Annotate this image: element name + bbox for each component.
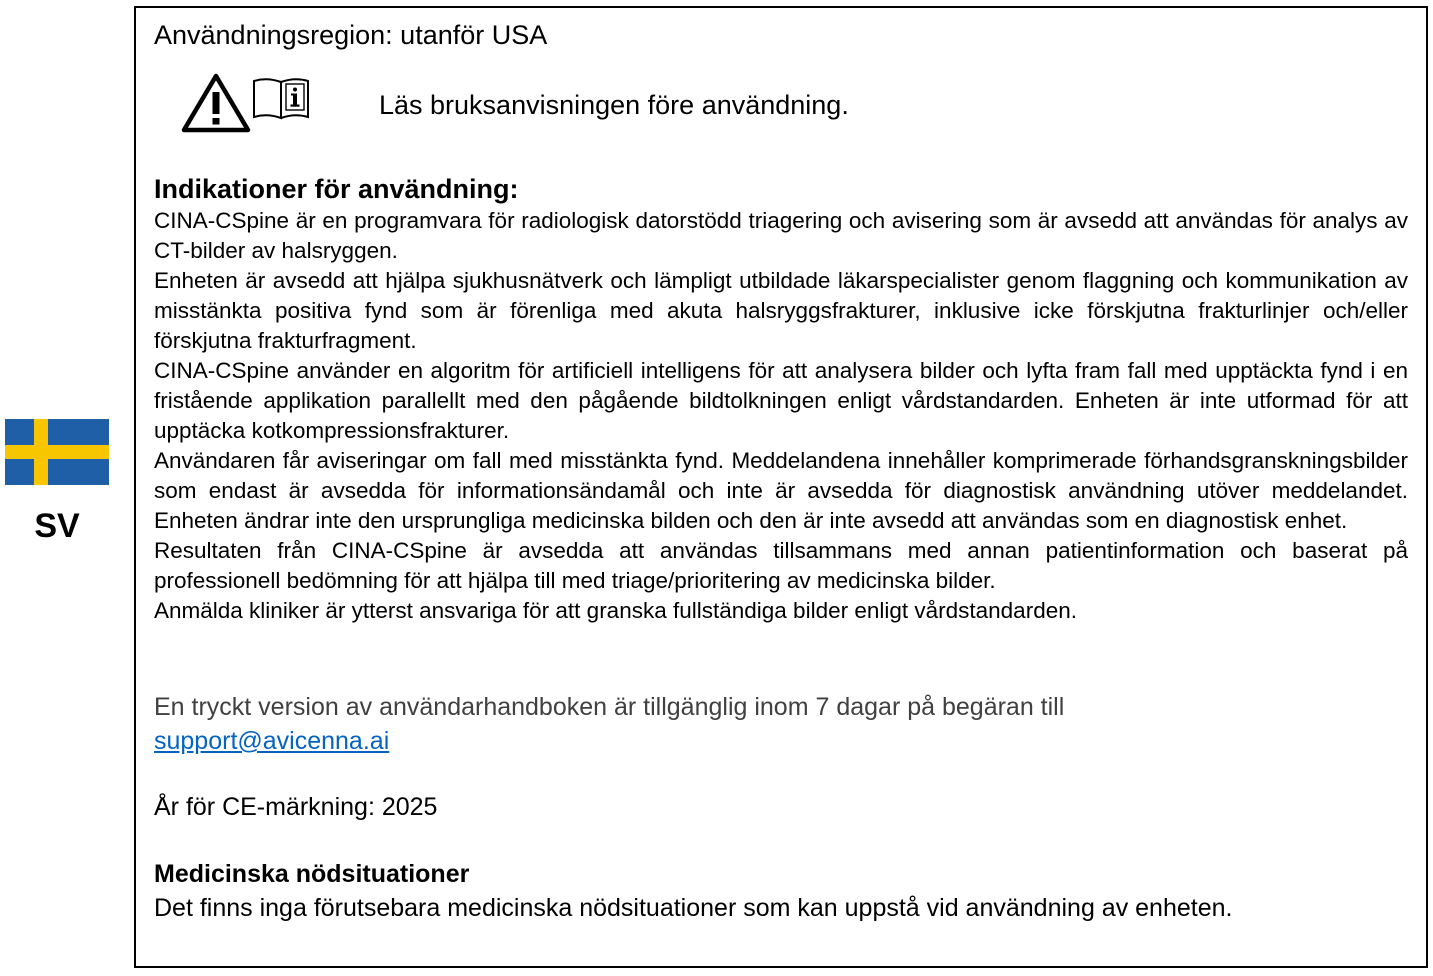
consult-instructions-icon bbox=[250, 74, 312, 122]
printed-version-text: En tryckt version av användarhandboken är tillgänglig inom 7 dagar på begäran till bbox=[154, 693, 1065, 721]
indication-paragraph: CINA-CSpine är en programvara för radiologisk datorstödd triagering och avisering som är avsedd att användas för analys av CT-bilder av halsryggen. bbox=[154, 208, 1408, 263]
ce-marking-year: År för CE-märkning: 2025 bbox=[154, 793, 438, 821]
indication-paragraph: CINA-CSpine använder en algoritm för artificiell intelligens för att analysera bilder och lyfta fram fall med upptäckta fynd i en fristående applikation parallellt med den pågående bildtolkningen enligt vårdstandarden. Enheten är inte utformad för att upptäcka kotkompressionsfrakturer. bbox=[154, 358, 1408, 443]
indications-body bbox=[154, 206, 1408, 626]
indication-paragraph: Användaren får aviseringar om fall med misstänkta fynd. Meddelandena innehåller komprimerade förhandsgranskningsbilder som endast är avsedda för informationsändamål och inte är avsedda för diagnostisk användning utöver meddelandet. Enheten ändrar inte den ursprungliga medicinska bilden och den är inte avsedd att användas som en diagnostisk enhet. bbox=[154, 448, 1408, 533]
printed-version-notice bbox=[154, 690, 1408, 758]
usage-region: Användningsregion: utanför USA bbox=[154, 20, 548, 50]
medical-emergencies-heading: Medicinska nödsituationer bbox=[154, 860, 470, 888]
language-column bbox=[0, 0, 114, 976]
medical-emergencies-text: Det finns inga förutsebara medicinska nödsituationer som kan uppstå vid användning av enheten. bbox=[154, 894, 1233, 922]
swedish-flag-icon bbox=[5, 419, 109, 485]
indications-heading: Indikationer för användning: bbox=[154, 174, 519, 204]
language-code: SV bbox=[34, 507, 80, 545]
indication-paragraph: Resultaten från CINA-CSpine är avsedda att användas tillsammans med annan patientinformation och baserat på professionell bedömning för att hjälpa till med triage/prioritering av medicinska bilder. bbox=[154, 538, 1408, 593]
indication-paragraph: Anmälda kliniker är ytterst ansvariga för att granska fullständiga bilder enligt vårdstandarden. bbox=[154, 598, 1077, 623]
indication-paragraph: Enheten är avsedd att hjälpa sjukhusnätverk och lämpligt utbildade läkarspecialister genom flaggning och kommunikation av misstänkta positiva fynd som är förenliga med akuta halsryggsfrakturer, inklusive icke förskjutna frakturlinjer och/eller förskjutna frakturfragment. bbox=[154, 268, 1408, 353]
warning-triangle-icon bbox=[180, 72, 252, 134]
read-instructions-notice: Läs bruksanvisningen före användning. bbox=[379, 90, 849, 120]
support-email-link[interactable]: support@avicenna.ai bbox=[154, 727, 390, 755]
